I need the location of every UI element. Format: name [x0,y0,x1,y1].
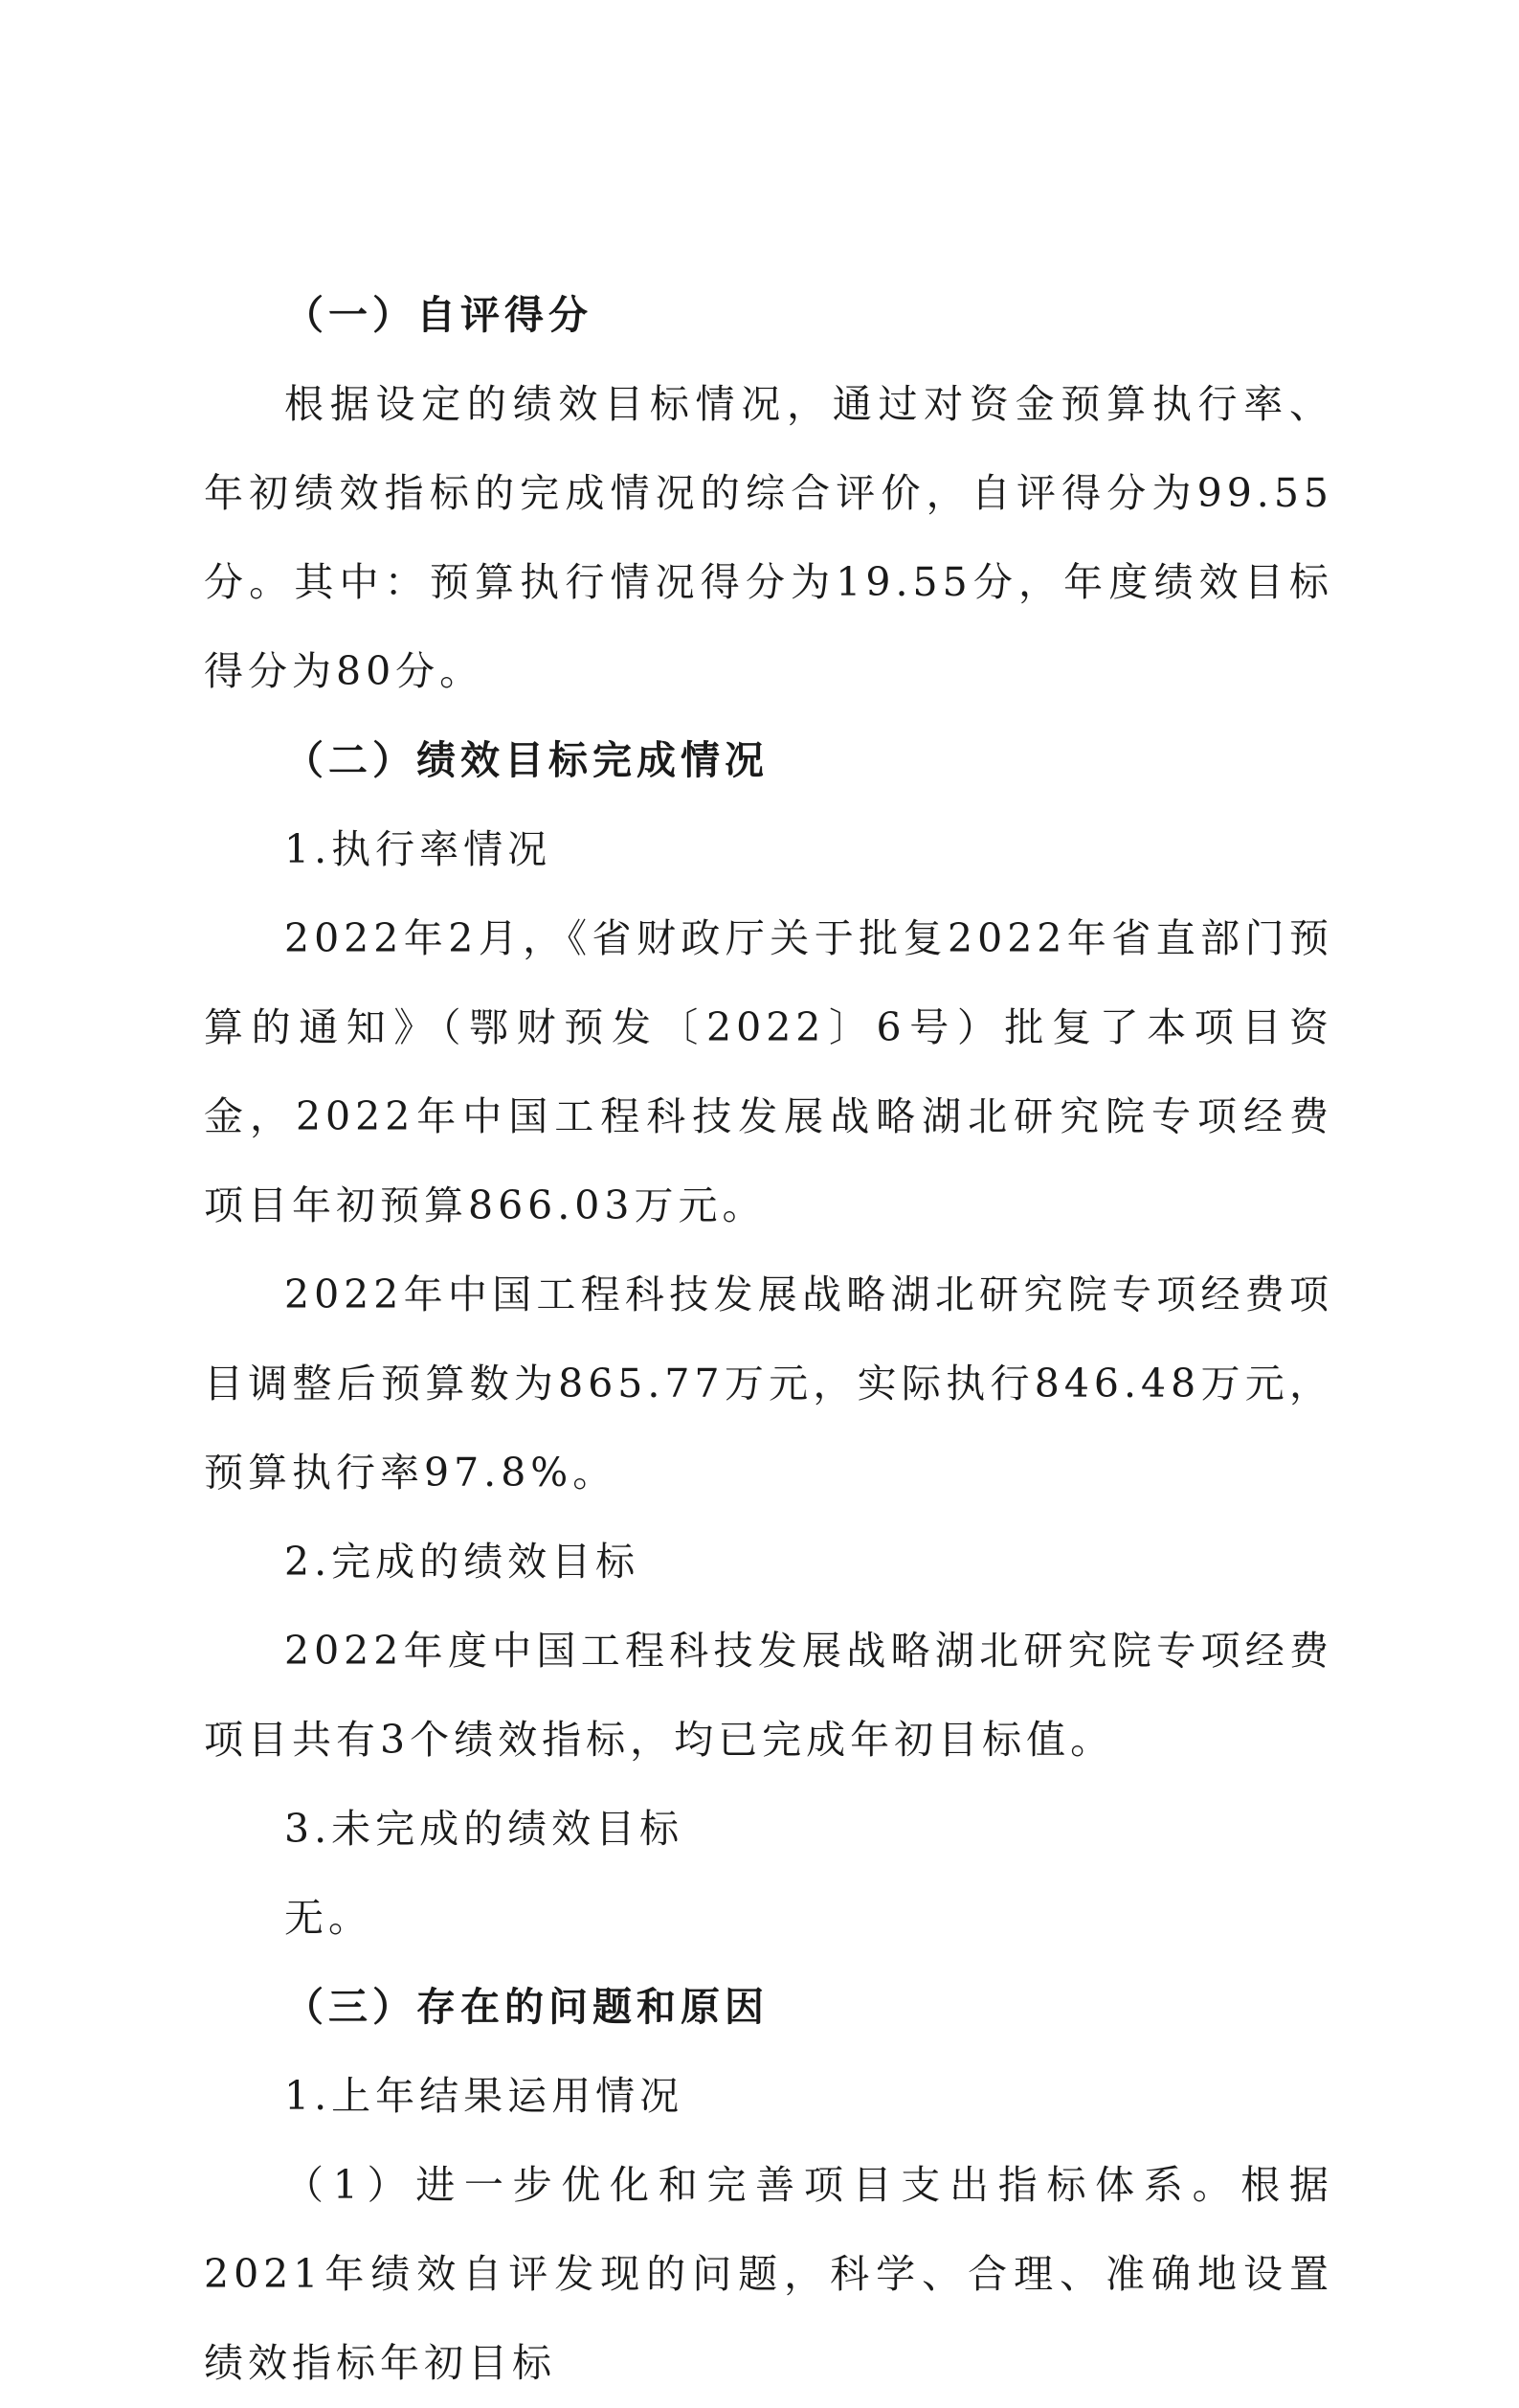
paragraph-budget-approval: 2022年2月，《省财政厅关于批复2022年省直部门预算的通知》（鄂财预发〔2022〕6号）批复了本项目资金，2022年中国工程科技发展战略湖北研究院专项经费项目年初预算866.03万元。 [204,915,1333,1228]
subheading-completed-goals: 2.完成的绩效目标 [284,1539,640,1585]
paragraph-budget-execution: 2022年中国工程科技发展战略湖北研究院专项经费项目调整后预算数为865.77万元，实际执行846.48万元，预算执行率97.8%。 [204,1272,1333,1496]
paragraph-uncompleted-goals: 无。 [284,1895,372,1941]
section-heading-self-score: （一）自评得分 [284,292,592,338]
subheading-execution-rate: 1.执行率情况 [284,826,552,872]
subheading-uncompleted-goals: 3.未完成的绩效目标 [284,1806,684,1852]
section-heading-problems: （三）存在的问题和原因 [284,1984,769,2030]
paragraph-self-score: 根据设定的绩效目标情况，通过对资金预算执行率、年初绩效指标的完成情况的综合评价，自评得分为99.55分。其中：预算执行情况得分为19.55分，年度绩效目标得分为80分。 [204,381,1333,694]
paragraph-completed-goals: 2022年度中国工程科技发展战略湖北研究院专项经费项目共有3个绩效指标，均已完成年初目标值。 [204,1628,1333,1763]
section-heading-goal-completion: （二）绩效目标完成情况 [284,737,769,783]
document-body [204,271,1333,2408]
subheading-last-year-results: 1.上年结果运用情况 [284,2073,684,2119]
list-item-optimize-indicators: （1）进一步优化和完善项目支出指标体系。根据2021年绩效自评发现的问题，科学、合理、准确地设置绩效指标年初目标 [204,2162,1333,2386]
